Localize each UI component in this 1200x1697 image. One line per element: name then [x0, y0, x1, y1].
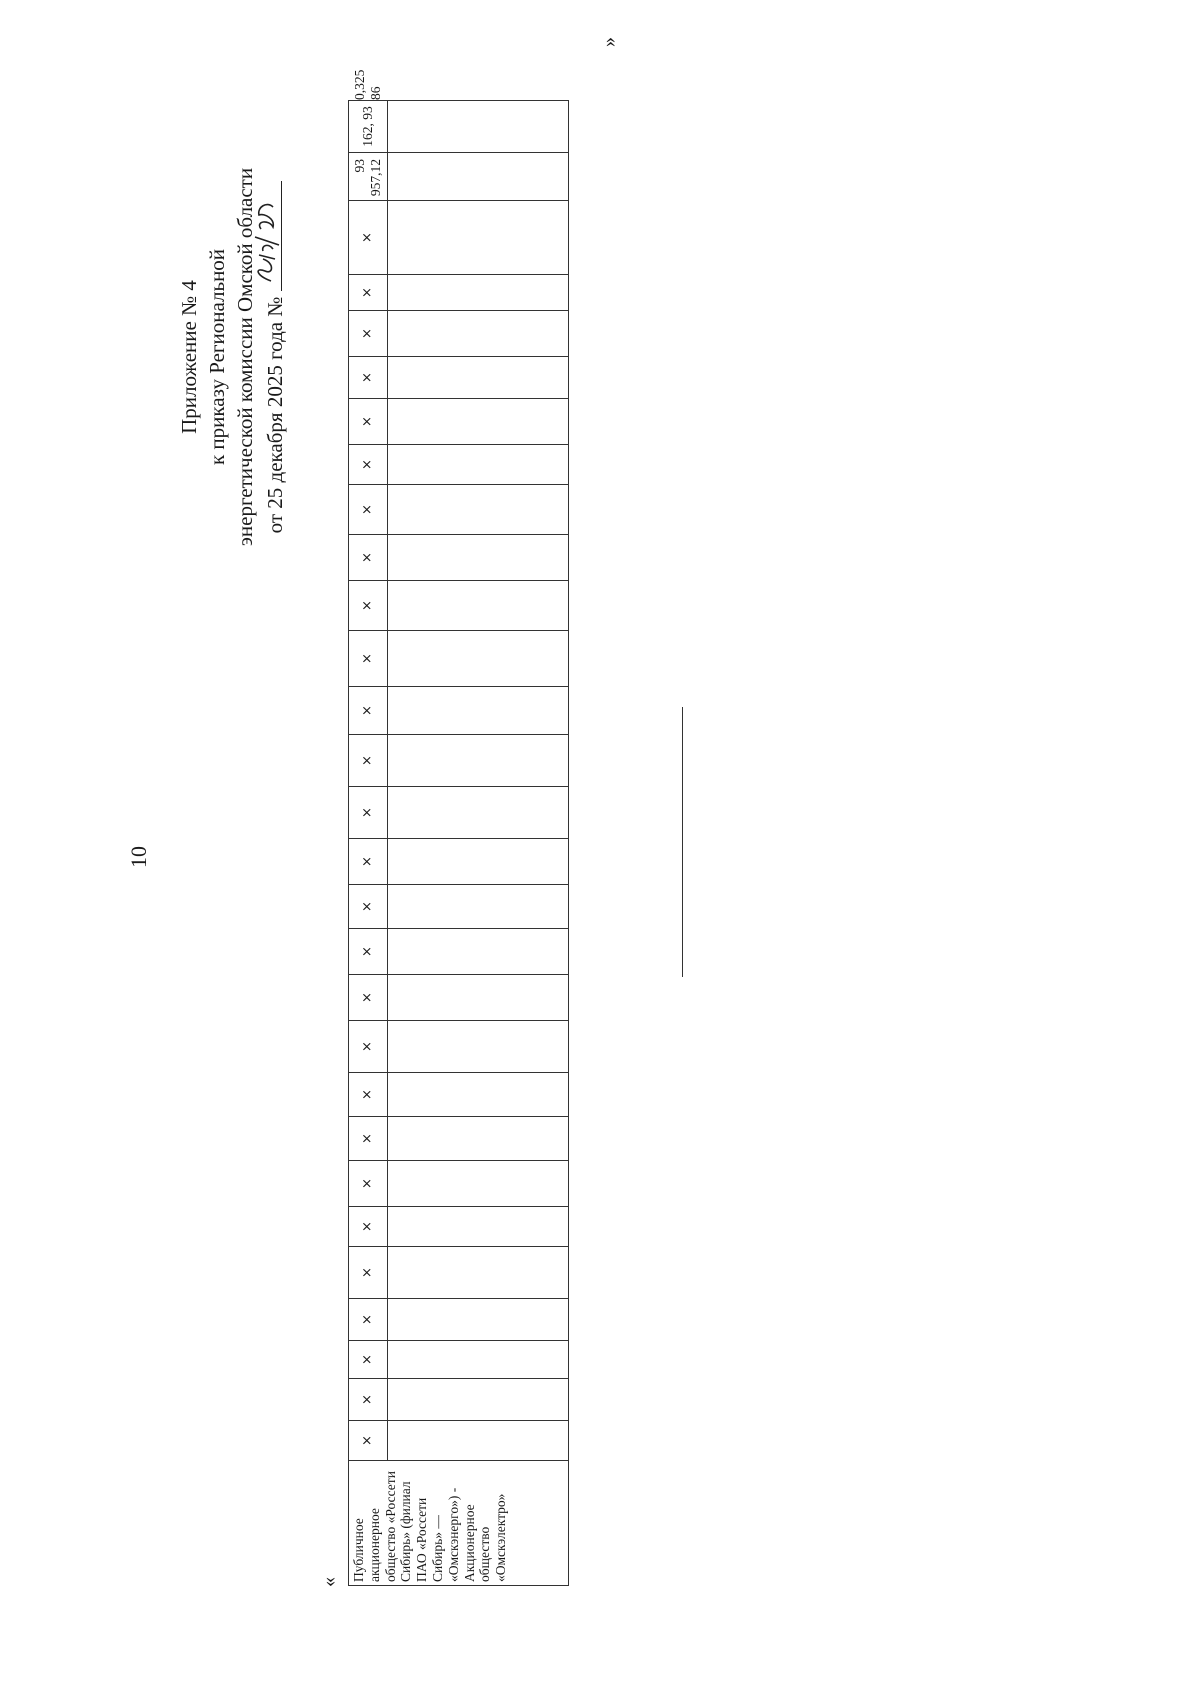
organization-name-cell: Публичное акционерное общество «Россети Сибирь» (филиал ПАО «Россети Сибирь» — «Омскэнерго») - Акционерное общество «Омскэлектро» — [349, 1461, 569, 1586]
mark-cell: × — [349, 631, 388, 687]
mark-cell: × — [349, 1421, 388, 1461]
heading-line-4 — [259, 77, 289, 637]
empty-cell — [388, 1073, 569, 1117]
mark-cell: × — [349, 1117, 388, 1161]
value-cell-2: 162, 93 — [349, 101, 388, 153]
mark-cell: × — [349, 399, 388, 445]
table-row — [388, 101, 569, 1586]
empty-cell — [388, 885, 569, 929]
mark-cell: × — [349, 1379, 388, 1421]
mark-cell: × — [349, 687, 388, 735]
empty-cell — [388, 1379, 569, 1421]
mark-cell: × — [349, 1021, 388, 1073]
mark-cell: × — [349, 1073, 388, 1117]
order-number-line — [259, 181, 282, 291]
empty-cell — [388, 153, 569, 201]
appendix-heading — [175, 77, 289, 637]
empty-cell — [388, 787, 569, 839]
opening-quote: « — [318, 1577, 340, 1587]
empty-cell — [388, 735, 569, 787]
mark-cell: × — [349, 885, 388, 929]
empty-cell — [388, 275, 569, 311]
empty-cell — [388, 357, 569, 399]
mark-cell: × — [349, 735, 388, 787]
separator-line — [682, 707, 683, 977]
empty-cell — [388, 1207, 569, 1247]
mark-cell: × — [349, 787, 388, 839]
tariff-table — [348, 69, 569, 1586]
page-number: 10 — [126, 846, 151, 868]
mark-cell: × — [349, 975, 388, 1021]
empty-cell — [388, 201, 569, 275]
empty-cell — [388, 975, 569, 1021]
empty-cell — [388, 399, 569, 445]
mark-cell: × — [349, 839, 388, 885]
empty-cell — [388, 581, 569, 631]
empty-cell — [388, 445, 569, 485]
mark-cell: × — [349, 535, 388, 581]
empty-cell — [388, 1247, 569, 1299]
empty-cell — [388, 839, 569, 885]
heading-line-3: энергетической комиссии Омской области — [233, 167, 257, 547]
mark-cell: × — [349, 311, 388, 357]
order-date: от 25 декабря 2025 года № — [263, 296, 287, 534]
mark-cell: × — [349, 1207, 388, 1247]
mark-cell: × — [349, 445, 388, 485]
mark-cell: × — [349, 1299, 388, 1341]
empty-cell — [388, 311, 569, 357]
mark-cell: × — [349, 1161, 388, 1207]
heading-line-1: Приложение № 4 — [177, 280, 201, 434]
empty-cell — [388, 1161, 569, 1207]
mark-cell: × — [349, 201, 388, 275]
table-row: Публичное акционерное общество «Россети Сибирь» (филиал ПАО «Россети Сибирь» — «Омскэнерго») - Акционерное общество «Омскэлектро» × × × × × × × × × × × × × × × × × × × × × × × × × × × 93 957,12 162, 93 0,325 86 — [349, 101, 388, 1586]
mark-cell: × — [349, 357, 388, 399]
closing-quote: » — [598, 37, 620, 47]
empty-cell — [388, 929, 569, 975]
mark-cell: × — [349, 1341, 388, 1379]
empty-cell — [388, 1299, 569, 1341]
value-cell-1: 93 957,12 — [349, 153, 388, 201]
mark-cell: × — [349, 275, 388, 311]
mark-cell: × — [349, 1247, 388, 1299]
empty-cell — [388, 101, 569, 153]
order-number-handwritten — [251, 193, 281, 285]
heading-line-2: к приказу Региональной — [205, 248, 229, 466]
empty-cell — [388, 1341, 569, 1379]
empty-cell — [388, 1421, 569, 1461]
empty-cell — [388, 1117, 569, 1161]
mark-cell: × — [349, 929, 388, 975]
empty-cell — [388, 687, 569, 735]
mark-cell: × — [349, 581, 388, 631]
empty-cell — [388, 1021, 569, 1073]
empty-cell — [388, 485, 569, 535]
mark-cell: × — [349, 485, 388, 535]
empty-cell — [388, 535, 569, 581]
empty-cell — [388, 631, 569, 687]
